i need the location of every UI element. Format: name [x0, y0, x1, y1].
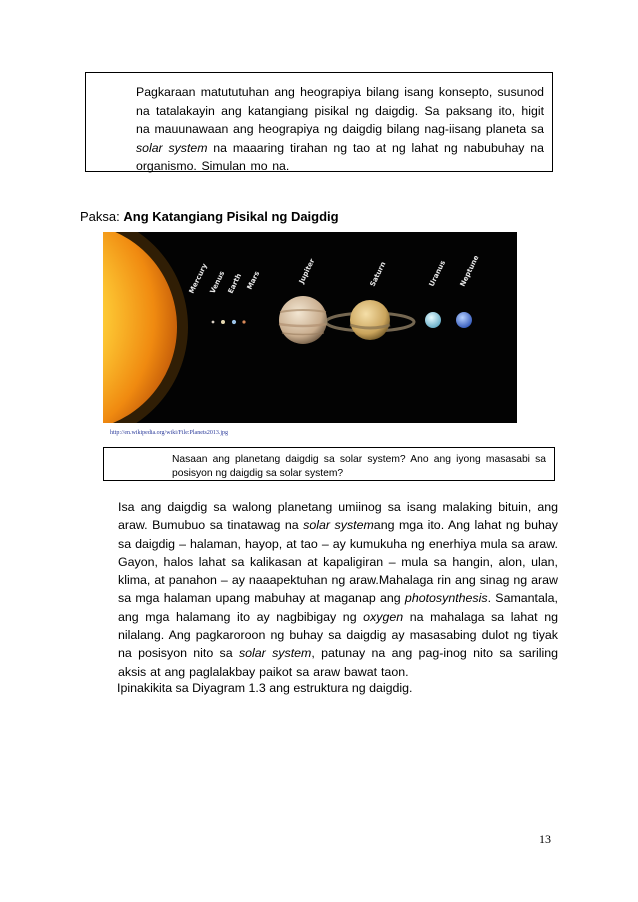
intro-box: [85, 72, 553, 172]
image-credit: http://en.wikipedia.org/wiki/File:Planets2013.jpg: [110, 430, 229, 436]
topic-label: Paksa:: [80, 209, 124, 224]
label-mercury: Mercury: [187, 262, 209, 295]
sun-graphic: [103, 232, 188, 423]
page-number: 13: [539, 832, 551, 846]
label-saturn: Saturn: [368, 260, 388, 288]
body-paragraph: Isa ang daigdig sa walong planetang umiinog sa isang malaking bituin, ang araw. Bumubuo sa tinatawag na solar systemang mga ito. Ang lahat ng buhay sa daigdig – halaman, hayop, at tao – ay kumukuha ng enerhiya mula sa araw. Gayon, halos lahat sa kalikasan at kapaligiran – mula sa hangin, alon, ulan, klima, at panahon – ay naaapektuhan ng araw.Mahalaga rin ang sinag ng araw sa mga halaman upang mabuhay at maganap ang photosynthesis. Samantala, ang mga halamang ito ay nagbibigay ng oxygen na mahalaga sa lahat ng nilalang. Ang pagkaroroon ng buhay sa daigdig ay masasabing dulot ng tiyak na posisyon nito sa solar system, patunay na ang pag-inog nito sa sariling aksis at ang paglalakbay paikot sa araw bawat taon.: [118, 500, 558, 679]
topic-heading: [80, 209, 339, 224]
topic-title: Ang Katangiang Pisikal ng Daigdig: [123, 209, 339, 224]
solar-system-illustration: [103, 232, 517, 423]
diagram-reference: Ipinakikita sa Diyagram 1.3 ang estruktura ng daigdig.: [117, 681, 413, 695]
mars-graphic: [242, 320, 245, 323]
label-jupiter: Jupiter: [297, 257, 317, 285]
earth-graphic: [232, 320, 236, 324]
intro-text: Pagkaraan matututuhan ang heograpiya bilang isang konsepto, susunod na tatalakayin ang katangiang pisikal ng daigdig. Sa paksang ito, higit na mauunawaan ang heograpiya ng daigdig bilang nag-iisang planeta sa solar system na maaaring tirahan ng tao at ng lahat ng nabubuhay na organismo. Simulan mo na.: [136, 85, 544, 173]
label-earth: Earth: [226, 272, 244, 295]
label-uranus: Uranus: [427, 259, 448, 288]
neptune-graphic: [456, 312, 472, 328]
venus-graphic: [221, 320, 225, 324]
question-text: Nasaan ang planetang daigdig sa solar system? Ano ang iyong masasabi sa posisyon ng daigdig sa solar system?: [172, 454, 546, 479]
jupiter-graphic: [279, 296, 327, 344]
saturn-graphic: [326, 300, 414, 340]
label-mars: Mars: [245, 270, 262, 291]
mercury-graphic: [212, 321, 215, 324]
solar-system-image: [103, 232, 517, 423]
question-box: [103, 447, 555, 481]
label-venus: Venus: [208, 269, 227, 295]
uranus-graphic: [425, 312, 441, 328]
label-neptune: Neptune: [458, 254, 481, 288]
